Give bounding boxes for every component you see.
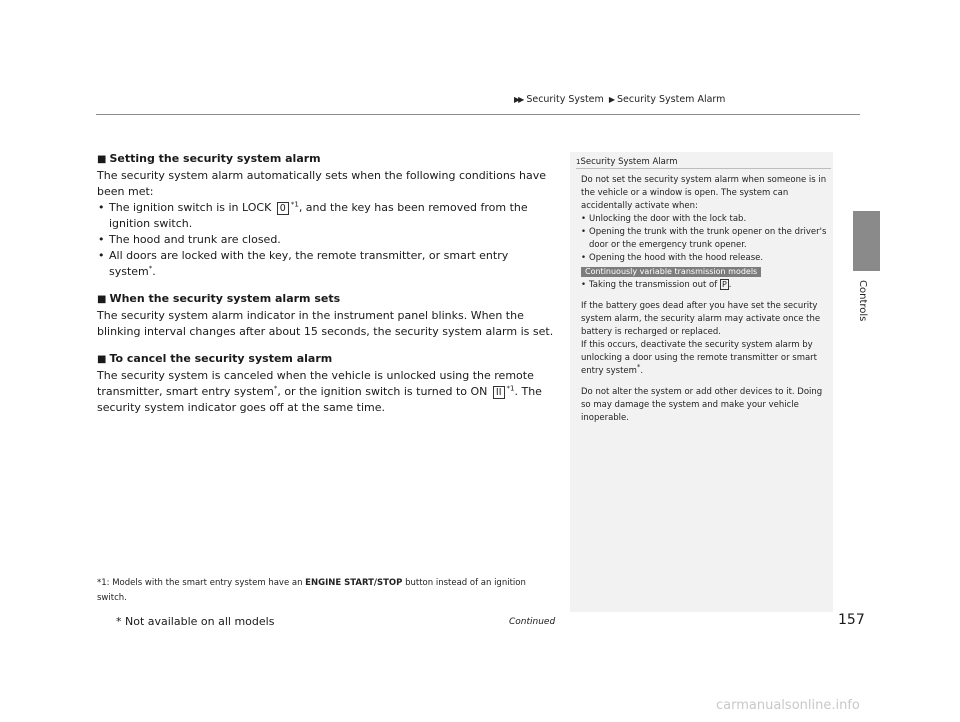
list-item: • All doors are locked with the key, the remote transmitter, or smart entry system*. [97, 248, 557, 280]
sidebar-rule [576, 168, 831, 169]
breadcrumb [514, 94, 725, 105]
section-text: The security system alarm indicator in the instrument panel blinks. When the blinking interval changes after about 15 seconds, the security system alarm is set. [97, 309, 554, 338]
sidebar-text: Do not alter the system or add other devices to it. Doing so may damage the system and make your vehicle inoperable. [581, 387, 823, 423]
watermark: carmanualsonline.info [716, 698, 860, 713]
list-item: • The hood and trunk are closed. [97, 232, 557, 248]
breadcrumb-item[interactable]: Security System Alarm [616, 94, 726, 105]
square-bullet-icon: ■ [97, 354, 107, 365]
sidebar-body [581, 174, 829, 425]
sidebar-text: If this occurs, deactivate the security system alarm by unlocking a door using the remote transmitter or smart entry system*. [581, 340, 818, 376]
breadcrumb-arrow-icon: ▶ [608, 95, 613, 104]
header-rule [96, 114, 860, 115]
footnote: *1: Models with the smart entry system have an ENGINE START/STOP button instead of an ignition switch. [97, 578, 526, 603]
breadcrumb-item[interactable]: Security System [526, 94, 604, 105]
on-key-icon: II [493, 386, 505, 399]
breadcrumb-arrow-icon: ▶▶ [514, 95, 523, 104]
condition-list [97, 200, 557, 280]
section-text: The security system is canceled when the vehicle is unlocked using the remote transmitter, smart entry system*, or the ignition switch is turned to ON II $^{*1}$. The security system indicator goes off at the same time. [97, 369, 542, 414]
main-content [97, 151, 557, 416]
side-tab [853, 211, 880, 271]
section-heading: ■ When the security system alarm sets [97, 292, 341, 305]
side-tab-label: Controls [857, 280, 868, 322]
lock-key-icon: 0 [277, 202, 289, 215]
section-text: The security system alarm automatically sets when the following conditions have been met: [97, 169, 547, 198]
sidebar-list-item: • Opening the hood with the hood release. [581, 252, 829, 265]
section-heading: ■ To cancel the security system alarm [97, 352, 333, 365]
park-key-icon: P [721, 280, 727, 289]
continued-label: Continued [509, 617, 556, 627]
sidebar-text: If the battery goes dead after you have set the security system alarm, the security alarm may activate once the battery is recharged or replaced. [581, 301, 821, 337]
sidebar-text: Do not set the security system alarm when someone is in the vehicle or a window is open. The system can accidentally activate when: [581, 175, 827, 211]
sidebar-list-item: • Unlocking the door with the lock tab. [581, 213, 829, 226]
square-bullet-icon: ■ [97, 154, 107, 165]
page-number: 157 [838, 612, 865, 628]
sidebar-heading: 1Security System Alarm [576, 157, 678, 167]
availability-note: * Not available on all models [116, 615, 275, 628]
sidebar-list-item: • Taking the transmission out of P . [581, 279, 829, 292]
sidebar-list-item: • Opening the trunk with the trunk opener on the driver's door or the emergency trunk opener. [581, 226, 829, 252]
square-bullet-icon: ■ [97, 294, 107, 305]
model-tag: Continuously variable transmission models [581, 267, 761, 277]
sidebar-marker-icon: 1 [576, 158, 581, 166]
section-heading: ■ Setting the security system alarm [97, 152, 321, 165]
list-item: • The ignition switch is in LOCK 0 $^{*1}$, and the key has been removed from the ignition switch. [97, 200, 557, 232]
